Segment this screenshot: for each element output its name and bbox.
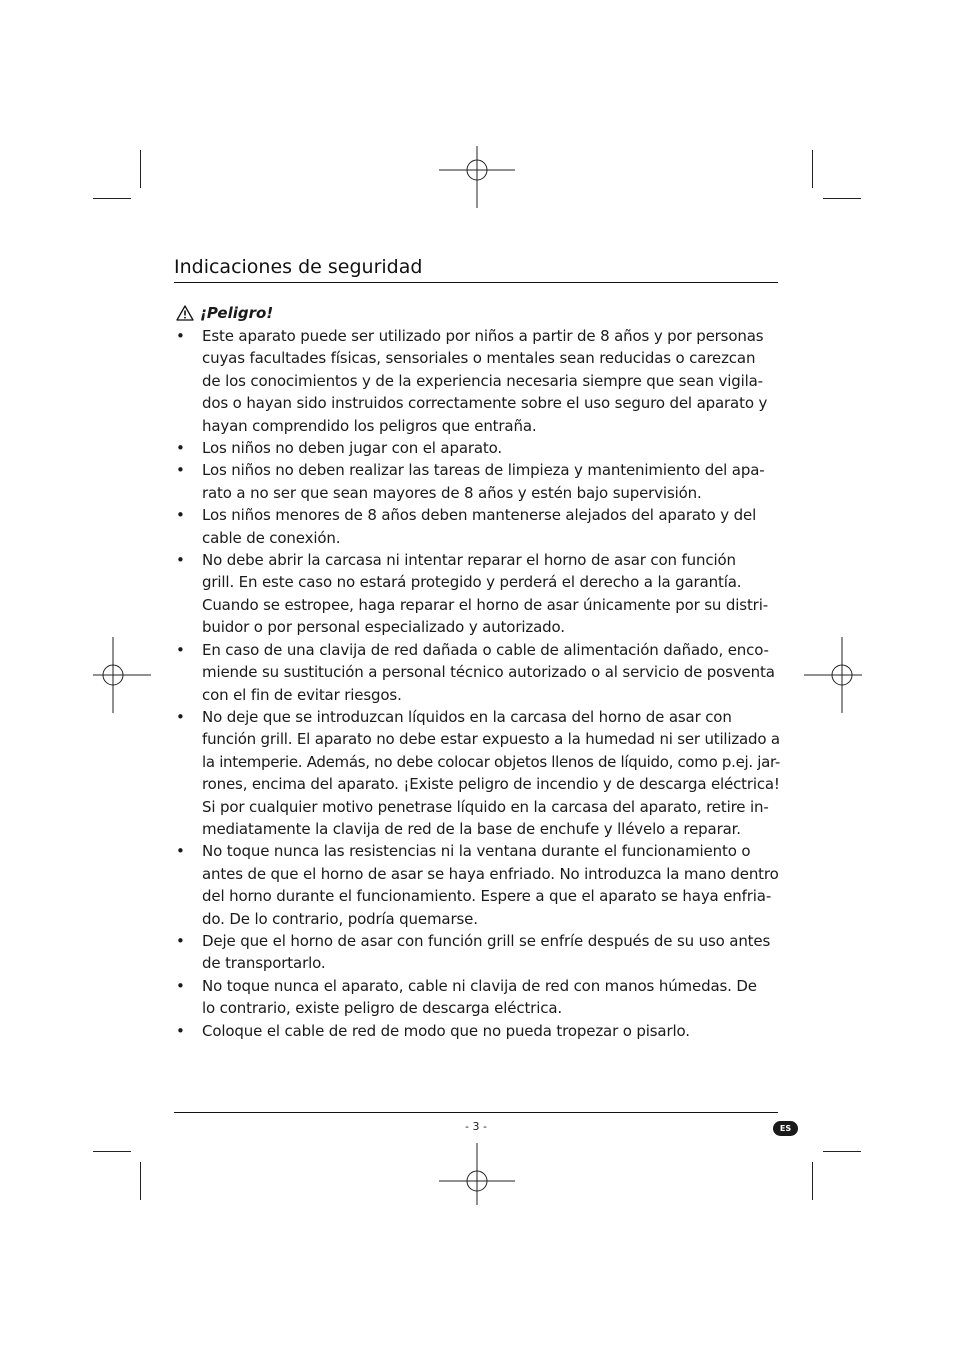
crop-mark — [812, 150, 813, 188]
page-title: Indicaciones de seguridad — [174, 256, 423, 278]
registration-mark-icon — [804, 637, 880, 713]
list-item-line: rones, encima del aparato. ¡Existe peligro de incendio y de descarga eléctrica! — [202, 775, 780, 794]
safety-list — [174, 325, 780, 1042]
language-badge: ES — [773, 1121, 798, 1136]
list-item — [174, 325, 780, 437]
list-item-line: cable de conexión. — [202, 528, 341, 547]
list-item-line: • Los niños no deben jugar con el aparato. — [202, 439, 503, 458]
list-item — [174, 549, 780, 639]
page-number: - 3 - — [465, 1120, 487, 1133]
list-item-line: la intemperie. Además, no debe colocar objetos llenos de líquido, como p.ej. jar- — [202, 752, 781, 771]
list-item-line: Cuando se estropee, haga reparar el horno de asar únicamente por su distri- — [202, 595, 768, 614]
registration-mark-icon — [75, 637, 151, 713]
title-underline — [174, 282, 778, 283]
list-item-line: Si por cualquier motivo penetrase líquido en la carcasa del aparato, retire in- — [202, 797, 769, 816]
list-item — [174, 975, 780, 1020]
list-item — [174, 840, 780, 930]
list-item-line: • Los niños menores de 8 años deben mantenerse alejados del aparato y del — [202, 506, 757, 525]
footer-rule — [174, 1112, 778, 1113]
list-item-line: • No debe abrir la carcasa ni intentar reparar el horno de asar con función — [202, 551, 736, 570]
list-item-line: • Deje que el horno de asar con función grill se enfríe después de su uso antes — [202, 931, 771, 950]
crop-mark — [823, 198, 861, 199]
list-item-line: buidor o por personal especializado y autorizado. — [202, 618, 565, 637]
list-item-line: antes de que el horno de asar se haya enfriado. No introduzca la mano dentro — [202, 864, 779, 883]
list-item — [174, 1020, 780, 1042]
list-item-line: dos o hayan sido instruidos correctamente sobre el uso seguro del aparato y — [202, 394, 768, 413]
list-item — [174, 706, 780, 840]
registration-mark-icon — [439, 1143, 515, 1219]
list-item-line: de transportarlo. — [202, 954, 326, 973]
warning-label: ¡Peligro! — [200, 304, 274, 322]
list-item — [174, 930, 780, 975]
list-item-line: rato a no ser que sean mayores de 8 años y estén bajo supervisión. — [202, 483, 702, 502]
list-item-line: hayan comprendido los peligros que entraña. — [202, 416, 537, 435]
list-item-line: • No toque nunca el aparato, cable ni clavija de red con manos húmedas. De — [202, 976, 757, 995]
list-item-line: grill. En este caso no estará protegido y perderá el derecho a la garantía. — [202, 573, 742, 592]
list-item-line: • Coloque el cable de red de modo que no pueda tropezar o pisarlo. — [202, 1021, 690, 1040]
crop-mark — [140, 150, 141, 188]
warning-triangle-icon — [176, 305, 194, 321]
crop-mark — [93, 198, 131, 199]
crop-mark — [93, 1151, 131, 1152]
list-item-line: • Este aparato puede ser utilizado por niños a partir de 8 años y por personas — [202, 327, 764, 345]
warning-heading — [176, 302, 273, 324]
list-item-line: con el fin de evitar riesgos. — [202, 685, 402, 704]
list-item-line: • No deje que se introduzcan líquidos en la carcasa del horno de asar con — [202, 707, 732, 726]
list-item-line: do. De lo contrario, podría quemarse. — [202, 909, 478, 928]
list-item — [174, 639, 780, 706]
list-item-line: del horno durante el funcionamiento. Espere a que el aparato se haya enfria- — [202, 887, 772, 906]
list-item — [174, 504, 780, 549]
list-item-line: mediatamente la clavija de red de la base de enchufe y llévelo a reparar. — [202, 819, 741, 838]
list-item-line: función grill. El aparato no debe estar expuesto a la humedad ni ser utilizado a — [202, 730, 780, 749]
registration-mark-icon — [439, 132, 515, 208]
crop-mark — [823, 1151, 861, 1152]
list-item-line: • Los niños no deben realizar las tareas de limpieza y mantenimiento del apa- — [202, 461, 765, 480]
crop-mark — [140, 1162, 141, 1200]
list-item-line: • No toque nunca las resistencias ni la ventana durante el funcionamiento o — [202, 842, 751, 861]
list-item-line: lo contrario, existe peligro de descarga eléctrica. — [202, 999, 562, 1018]
list-item-line: miende su sustitución a personal técnico autorizado o al servicio de posventa — [202, 663, 775, 682]
list-item — [174, 437, 780, 459]
crop-mark — [812, 1162, 813, 1200]
list-item-line: cuyas facultades físicas, sensoriales o mentales sean reducidas o carezcan — [202, 349, 756, 368]
list-item — [174, 459, 780, 504]
list-item-line: de los conocimientos y de la experiencia necesaria siempre que sean vigila- — [202, 371, 763, 390]
list-item-line: • En caso de una clavija de red dañada o cable de alimentación dañado, enco- — [202, 640, 769, 659]
